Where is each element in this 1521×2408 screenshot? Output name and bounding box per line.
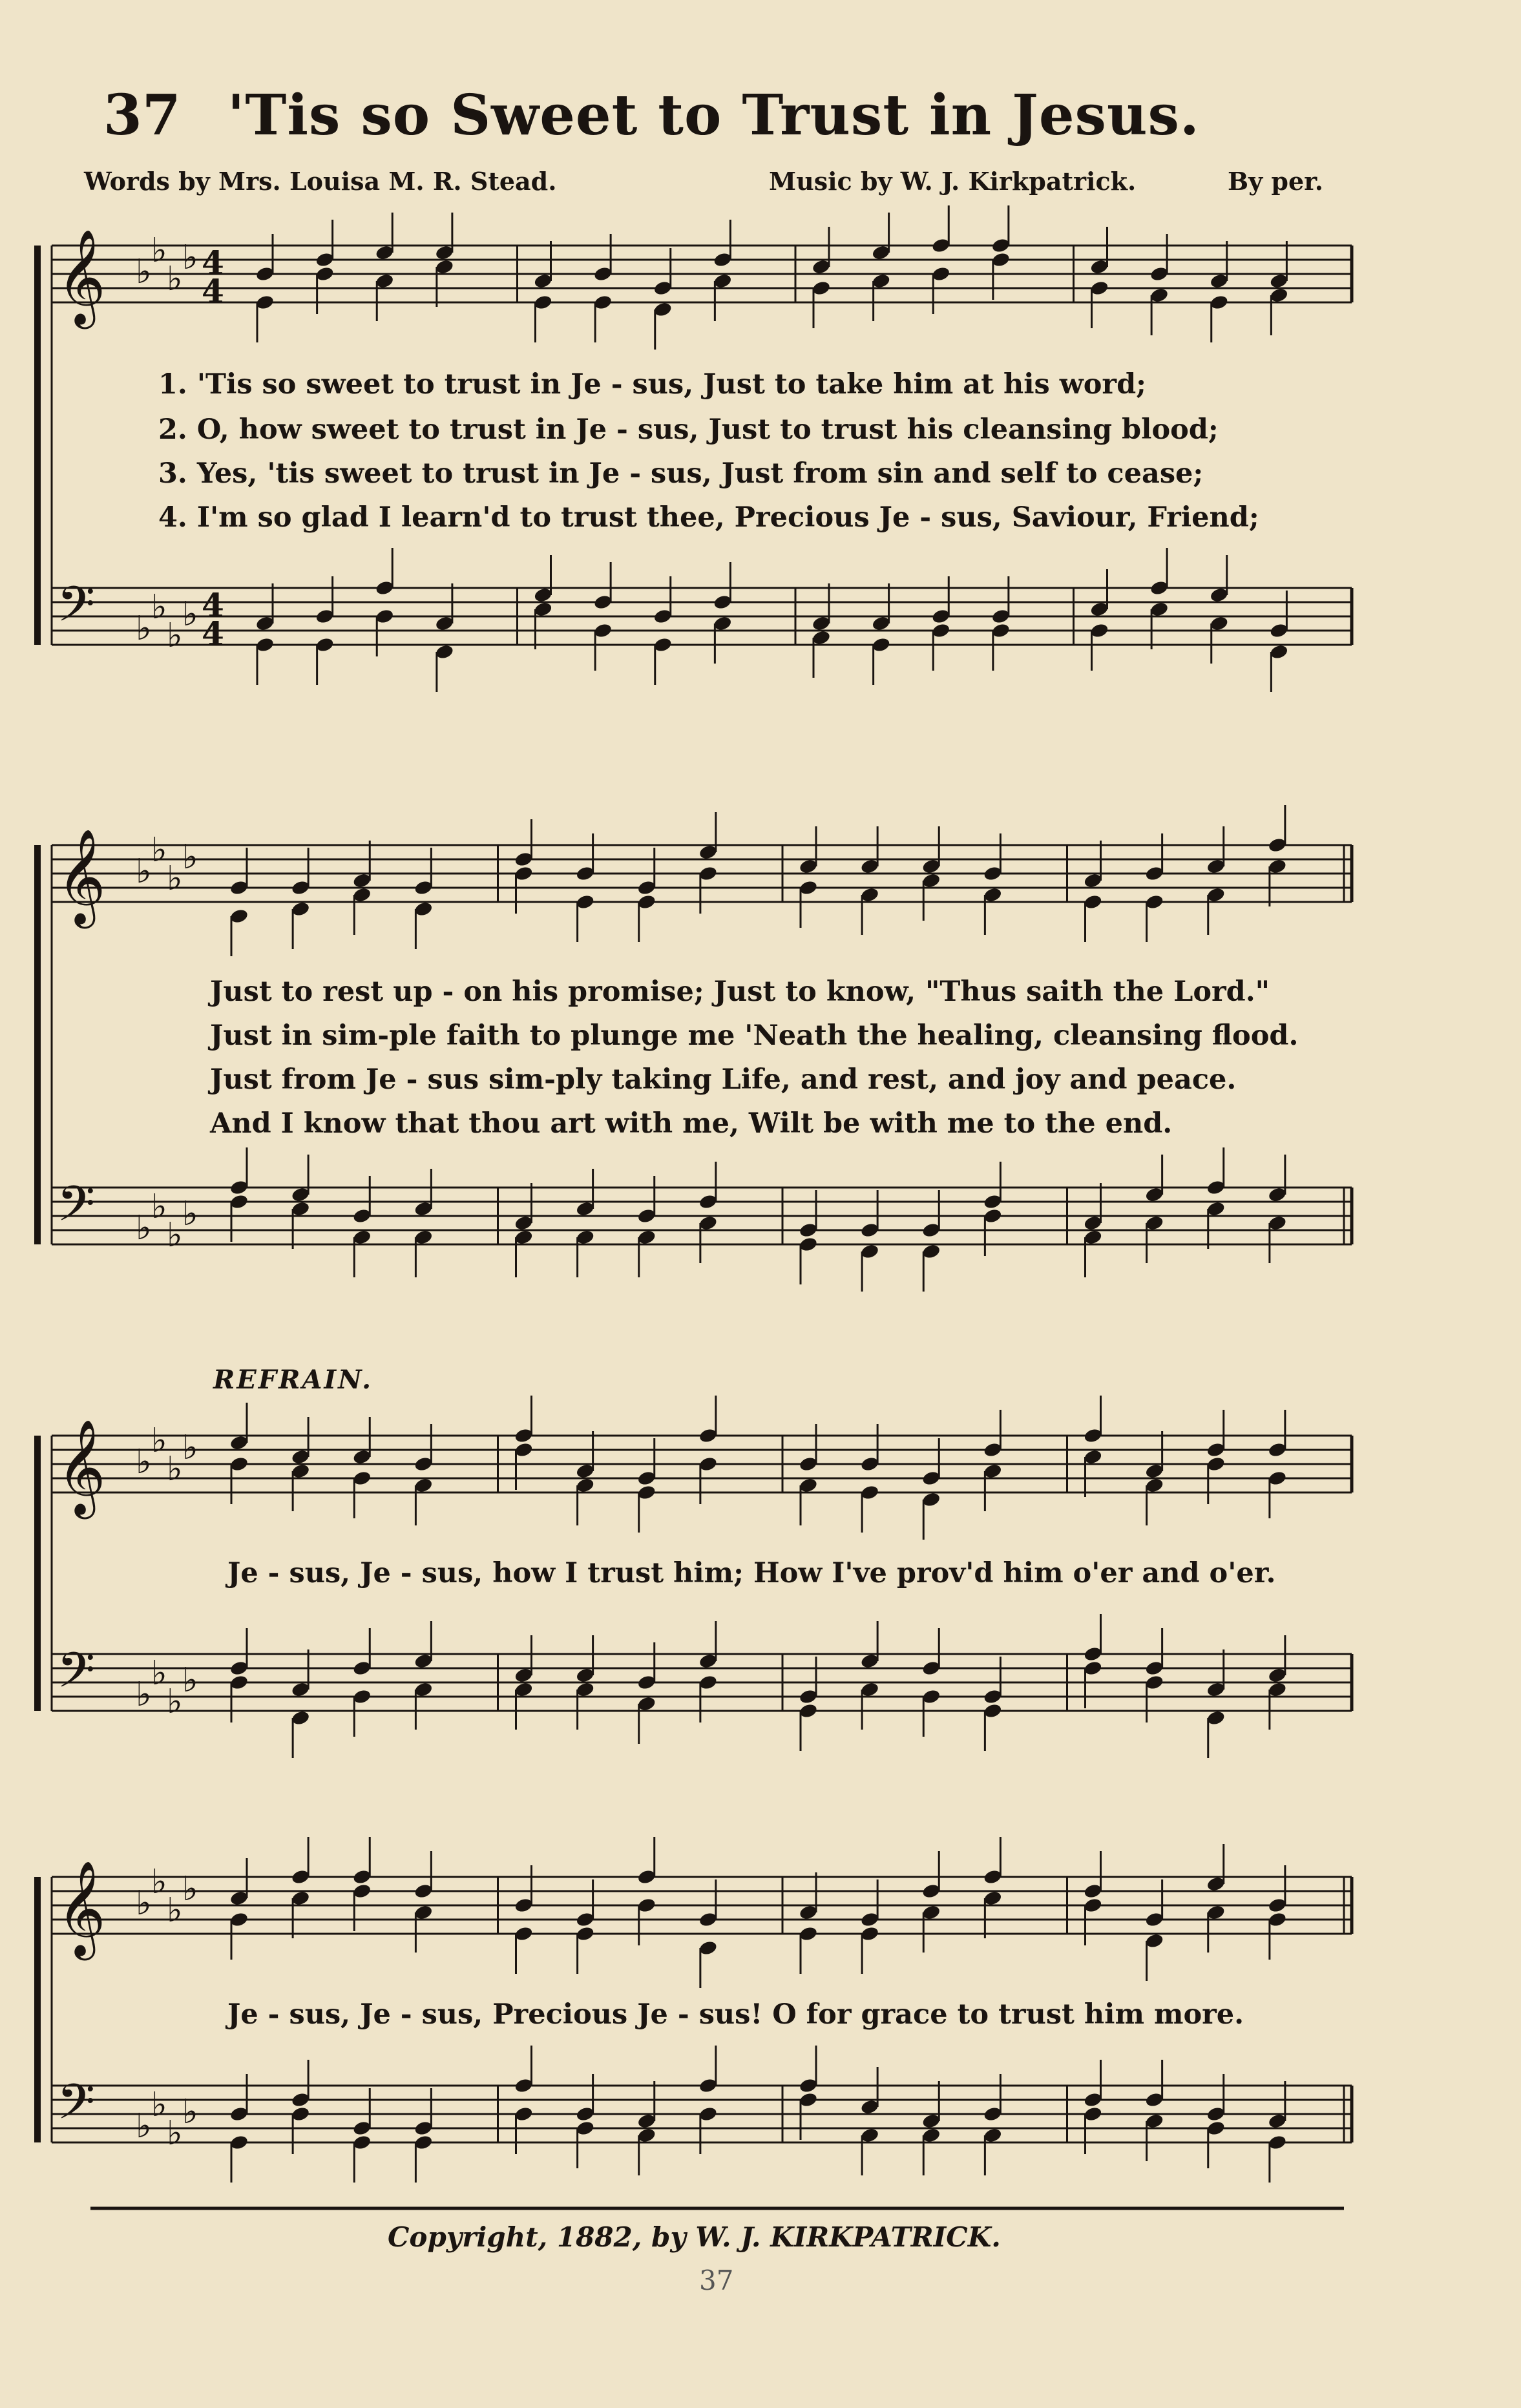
time-signature-top: 4 (202, 244, 224, 282)
flat-sign: ♭ (136, 1443, 152, 1481)
flat-sign: ♭ (182, 838, 198, 877)
page-number: 37 (699, 2265, 734, 2296)
flat-sign: ♭ (182, 238, 198, 277)
permission-note: By per. (1228, 167, 1323, 196)
treble-clef: 𝄞 (57, 828, 106, 925)
copyright-notice: Copyright, 1882, by W. J. KIRKPATRICK. (388, 2221, 1001, 2253)
verse-1-line-a: 1. 'Tis so sweet to trust in Je - sus, Just to take him at his word; (158, 368, 1147, 401)
verse-3-line-b: Just from Je - sus sim-ply taking Life, and rest, and joy and peace. (210, 1063, 1237, 1096)
flat-sign: ♭ (151, 2086, 167, 2124)
flat-sign: ♭ (167, 859, 183, 898)
verse-4-line-b: And I know that thou art with me, Wilt be with me to the end. (210, 1107, 1173, 1140)
flat-sign: ♭ (182, 1661, 198, 1700)
flat-sign: ♭ (151, 831, 167, 870)
flat-sign: ♭ (167, 2114, 183, 2153)
treble-clef: 𝄞 (57, 229, 106, 325)
flat-sign: ♭ (136, 253, 152, 291)
flat-sign: ♭ (167, 616, 183, 655)
flat-sign: ♭ (136, 1209, 152, 1248)
flat-sign: ♭ (151, 1654, 167, 1693)
flat-sign: ♭ (167, 1216, 183, 1255)
flat-sign: ♭ (182, 2093, 198, 2131)
verse-1-line-b: Just to rest up - on his promise; Just to know, "Thus saith the Lord." (210, 976, 1270, 1008)
flat-sign: ♭ (167, 1450, 183, 1489)
flat-sign: ♭ (182, 1870, 198, 1909)
verse-2-line-a: 2. O, how sweet to trust in Je - sus, Just to trust his cleansing blood; (158, 414, 1219, 446)
flat-sign: ♭ (136, 2107, 152, 2146)
flat-sign: ♭ (136, 852, 152, 891)
bass-clef: 𝄢 (57, 1175, 96, 1244)
bass-clef: 𝄢 (57, 1642, 96, 1711)
flat-sign: ♭ (136, 609, 152, 648)
verse-2-line-b: Just in sim-ple faith to plunge me 'Neath the healing, cleansing flood. (210, 1020, 1299, 1052)
verse-3-line-a: 3. Yes, 'tis sweet to trust in Je - sus, Just from sin and self to cease; (158, 457, 1204, 490)
hymn-number: 37 (103, 83, 181, 148)
words-credit: Words by Mrs. Louisa M. R. Stead. (84, 167, 557, 196)
music-credit: Music by W. J. Kirkpatrick. (769, 167, 1137, 196)
verse-4-line-a: 4. I'm so glad I learn'd to trust thee, Precious Je - sus, Saviour, Friend; (158, 501, 1259, 534)
flat-sign: ♭ (182, 595, 198, 634)
bass-clef: 𝄢 (57, 576, 96, 645)
flat-sign: ♭ (182, 1429, 198, 1467)
hymn-title: 'Tis so Sweet to Trust in Jesus. (227, 83, 1200, 148)
flat-sign: ♭ (136, 1675, 152, 1714)
flat-sign: ♭ (151, 1863, 167, 1901)
time-signature-top: 4 (202, 586, 224, 624)
flat-sign: ♭ (182, 1195, 198, 1233)
flat-sign: ♭ (136, 1884, 152, 1923)
refrain-label: REFRAIN. (213, 1365, 373, 1395)
flat-sign: ♭ (167, 260, 183, 298)
flat-sign: ♭ (151, 231, 167, 270)
flat-sign: ♭ (167, 1682, 183, 1721)
treble-clef: 𝄞 (57, 1860, 106, 1956)
flat-sign: ♭ (151, 588, 167, 627)
refrain-line-1: Je - sus, Je - sus, how I trust him; How I've prov'd him o'er and o'er. (227, 1557, 1276, 1589)
time-signature-bottom: 4 (202, 614, 224, 653)
treble-clef: 𝄞 (57, 1419, 106, 1515)
flat-sign: ♭ (151, 1421, 167, 1460)
flat-sign: ♭ (151, 1188, 167, 1226)
time-signature-bottom: 4 (202, 272, 224, 310)
refrain-line-2: Je - sus, Je - sus, Precious Je - sus! O for grace to trust him more. (227, 1998, 1244, 2031)
flat-sign: ♭ (167, 1891, 183, 1930)
bass-clef: 𝄢 (57, 2073, 96, 2142)
